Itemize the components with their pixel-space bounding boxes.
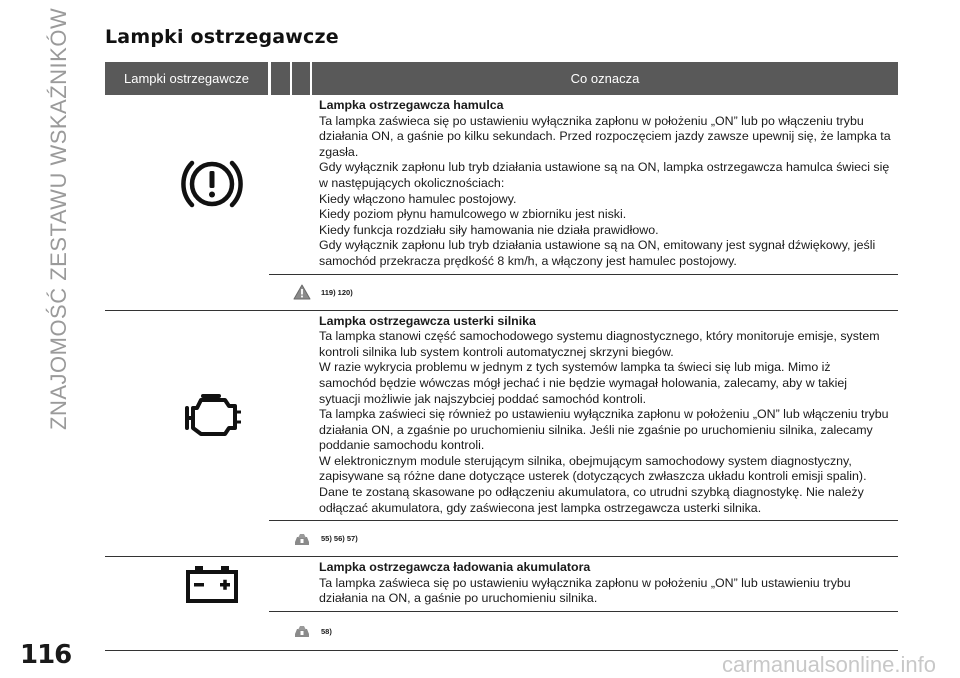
text-line: Dane te zostaną skasowane po odłączeniu akumulatora, co utrudni szybką diagnostykę. Nie należy bbox=[319, 485, 864, 500]
text-line: zgasła. bbox=[319, 144, 359, 159]
text-line: Ta lampka zaświeca się po ustawieniu wyłącznika zapłonu w położeniu „ON” lub po włączeniu trybu bbox=[319, 113, 864, 128]
text-line: poddanie samochodu kontroli. bbox=[319, 438, 485, 453]
header-lamp: Lampki ostrzegawcze bbox=[105, 62, 268, 95]
text-line: sytuacji możliwie jak najszybciej poddać samochód kontroli. bbox=[319, 391, 647, 406]
table-row bbox=[105, 311, 898, 558]
car-caution-icon bbox=[277, 623, 327, 639]
text-line: działania ON, a gaśnie po kilku sekundach. Przed rozpoczęciem jazdy zawsze upewnij się, że lampka ta bbox=[319, 129, 891, 144]
chapter-title: ZNAJOMOŚĆ ZESTAWU WSKAŹNIKÓW bbox=[46, 7, 71, 430]
watermark: carmanualsonline.info bbox=[721, 652, 936, 677]
text-line: Ta lampka stanowi część samochodowego systemu diagnostycznego, który monitoruje emisje, system bbox=[319, 329, 880, 344]
text-line: Gdy wyłącznik zapłonu lub tryb działania ustawione są na ON, lampka ostrzegawcza hamulca świeci się bbox=[319, 160, 890, 175]
header-spacer bbox=[292, 62, 310, 95]
text-line: W razie wykrycia problemu w jednym z tych systemów lampka ta świeci się lub miga. Mimo iż bbox=[319, 360, 831, 375]
text-line: Kiedy włączono hamulec postojowy. bbox=[319, 191, 517, 206]
text-line: w następujących okolicznościach: bbox=[319, 175, 505, 190]
lamp-title: Lampka ostrzegawcza ładowania akumulatora bbox=[319, 560, 591, 575]
lamp-icon-cell bbox=[105, 557, 319, 611]
page-number: 116 bbox=[20, 640, 72, 670]
text-line: działania na ON, a gaśnie po uruchomieniu silnika. bbox=[319, 591, 598, 606]
brake-warning-icon bbox=[179, 151, 245, 217]
text-line: Ta lampka zaświeci się również po ustawieniu wyłącznika zapłonu w położeniu „ON” lub włączeniu trybu bbox=[319, 407, 889, 422]
lamp-icon-cell bbox=[105, 95, 319, 274]
car-caution-icon bbox=[277, 531, 327, 547]
table-header bbox=[105, 62, 898, 95]
table-row bbox=[105, 557, 898, 651]
header-spacer bbox=[271, 62, 290, 95]
footnote-refs: 55) 56) 57) bbox=[321, 534, 358, 544]
reference-row bbox=[269, 520, 898, 556]
table-row bbox=[105, 95, 898, 311]
lamp-title: Lampka ostrzegawcza hamulca bbox=[319, 98, 504, 112]
reference-row bbox=[269, 274, 898, 310]
header-meaning: Co oznacza bbox=[312, 62, 898, 95]
footnote-refs: 58) bbox=[321, 626, 332, 636]
text-line: kontroli silnika lub system kontroli automatycznej skrzyni biegów. bbox=[319, 344, 674, 359]
lamp-title: Lampka ostrzegawcza usterki silnika bbox=[319, 313, 536, 328]
warning-triangle-icon bbox=[277, 284, 327, 300]
footnote-refs: 119) 120) bbox=[321, 287, 353, 297]
battery-icon bbox=[185, 564, 239, 604]
lamp-icon-cell bbox=[105, 311, 319, 521]
section-title: Lampki ostrzegawcze bbox=[105, 26, 339, 48]
text-line: samochód będzie wówczas mógł jechać i nie będzie wymagał holowania, zalecamy, aby w takiej bbox=[319, 375, 848, 390]
engine-check-icon bbox=[181, 392, 243, 438]
text-line: W elektronicznym module sterującym silnika, obejmującym samochodowy system diagnostyczny, bbox=[319, 453, 852, 468]
text-line: Kiedy poziom płynu hamulcowego w zbiorniku jest niski. bbox=[319, 207, 627, 222]
text-line: Gdy wyłącznik zapłonu lub tryb działania ustawione są na ON, emitowany jest sygnał dźwiękowy, jeśli bbox=[319, 238, 876, 253]
warning-lights-table bbox=[105, 62, 898, 651]
text-line: Ta lampka zaświeca się po ustawieniu wyłącznika zapłonu w położeniu „ON” lub ustawieniu trybu bbox=[319, 575, 851, 590]
text-line: zapisywane są różne dane dotyczące usterek (dotyczących zwłaszcza układu kontroli emisji spalin). bbox=[319, 469, 867, 484]
reference-row bbox=[269, 611, 898, 650]
text-line: samochód przekracza prędkość 8 km/h, a włączony jest hamulec postojowy. bbox=[319, 253, 737, 268]
text-line: odłączać akumulatora, gdy zaświecona jest lampka ostrzegawcza usterki silnika. bbox=[319, 500, 762, 515]
text-line: działania ON, a zgaśnie po uruchomieniu silnika. Jeśli nie zgaśnie po uruchomieniu silnika, zalecamy bbox=[319, 422, 873, 437]
text-line: Kiedy funkcja rozdziału siły hamowania nie działa prawidłowo. bbox=[319, 222, 659, 237]
